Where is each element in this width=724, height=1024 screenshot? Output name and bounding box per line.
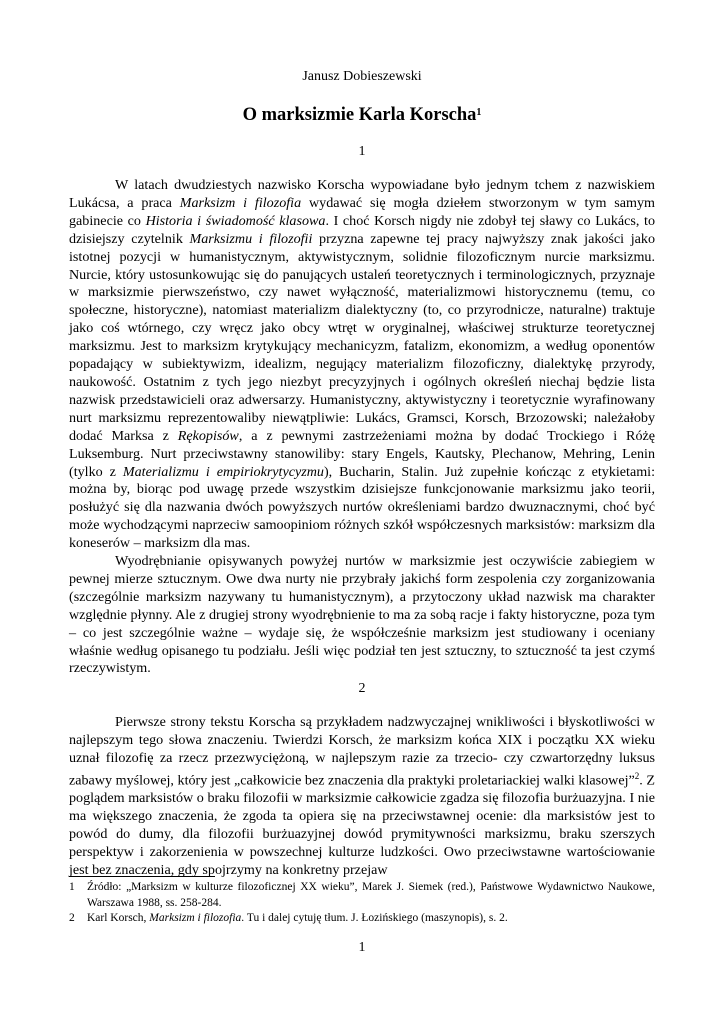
p1-text: , a z pewnymi zastrzeżeniami można by dodać Trockiego i Różę Luksemburg. Nurt przeciwstawny stanowiliby: stary Engels, Kautsky, Plechanow, Mehring, Lenin (tylko z (69, 427, 656, 480)
footnote-1 (69, 880, 655, 911)
p3-text: Pierwsze strony tekstu Korscha są przykładem nadzwyczajnej wnikliwości i błyskotliwości w najlepszym tego słowa znaczeniu. Twierdzi Korsch, że marksizm końca XIX i początku XX wieku uznał filozofię za rzecz przezwyciężoną, w najlepszym razie za trzecio- czy czwartorzędny luksus zabawy myślowej, który jest „całkowicie bez znaczenia dla praktyki proletariackiej walki klasowej” (69, 714, 655, 789)
p1-text: przyzna zapewne tej pracy najwyższy znak jakości jako istotnej pozycji w humanistycznym, aktywistycznym, solidnie filozoficznym nurcie marksizmu. Nurcie, który ustosunkowując się do panujących ustaleń teoretycznych i terminologicznych, przyznaje w marksizmie pierwszeństwo, czy nawet wyłączność, materializmowi historycznemu (temu, co społeczne, historyczne), natomiast materializm dialektyczny (to, co przyrodnicze, naturalne) traktuje jako coś wtórnego, czy wręcz jako obcy wtręt w oryginalnej, właściwej strukturze teoretycznej marksizmu. Jest to marksizm krytykujący mechanicyzm, fatalizm, ekonomizm, a według oponentów popadający w subiektywizm, idealizm, negujący materializm filozoficzny, dialektykę przyrody, naukowość. Ostatnim z tych jego niezbyt precyzyjnych i ogólnych określeń niechaj będzie lista nazwisk przedstawicieli oraz adwersarzy. Humanistyczny, aktywistyczny i teoretycznie wyrafinowany nurt marksizmu reprezentowaliby niewątpliwie: Lukács, Gramsci, Korsch, Brzozowski; należałoby dodać Marksa z (69, 230, 655, 444)
paragraph-1 (69, 177, 655, 553)
p1-text: . I choć Korsch nigdy nie zdobył tej sławy co Lukács, to dzisiejszy czytelnik (69, 212, 656, 247)
title-footnote-mark: 1 (476, 107, 482, 118)
p1-italic-title: Marksizm i filozofia (179, 194, 302, 211)
footnote-italic-title: Marksizm i filozofia (149, 912, 242, 924)
footnote-text (87, 911, 655, 927)
p1-italic-title: Rękopisów (177, 427, 239, 444)
section-1-body (69, 177, 655, 678)
section-number-2: 2 (358, 681, 366, 696)
footnote-ref-2: 2 (634, 770, 640, 781)
p1-text: W latach dwudziestych nazwisko Korscha wypowiadane było jednym tchem z nazwiskiem Lukácsa, a praca (69, 177, 655, 211)
footnote-separator (69, 876, 215, 877)
p3-text: . Z poglądem marksistów o braku filozofii w marksizmie całkowicie zgadza się filozofia burżuazyjna. I nie ma większego znaczenia, że zgoda ta opiera się na przeciwstawnej ocenie: dla marksistów jest to powód do dumy, dla filozofii burżuazyjnej dowód prymitywności marksizmu, braku szerszych perspektyw i zakorzenienia w powszechnej kulturze ludzkości. Owo przeciwstawne wartościowanie jest bez znaczenia, gdy spojrzymy na konkretny przejaw (69, 772, 655, 878)
footnotes (69, 880, 655, 927)
footnote-text: Źródło: „Marksizm w kulturze filozoficznej XX wieku”, Marek J. Siemek (red.), Państwowe Wydawnictwo Naukowe, Warszawa 1988, ss. 258-284. (87, 881, 655, 909)
p1-italic-title: Historia i świadomość klasowa (145, 212, 326, 229)
p1-text: ), Bucharin, Stalin. Już zupełnie kończąc z etykietami: można by, biorąc pod uwagę przede wszystkim dzisiejsze funkcjonowanie marksizmu jako teorii, posłużyć się dla nazwania dwóch powyższych nurtów określeniami bardzo dwuznacznymi, choć być może wychodzącymi naprzeciw samoopiniom różnych szkół współczesnych marksistów: marksizm dla koneserów – marksizm dla mas. (69, 463, 655, 552)
p1-italic-title: Marksizmu i filozofii (189, 230, 313, 247)
p1-italic-title: Materializmu i empiriokrytycyzmu (122, 463, 324, 480)
section-number-1: 1 (358, 144, 366, 159)
footnote-text-part: . Tu i dalej cytuję tłum. J. Łozińskiego (maszynopis), s. 2. (241, 912, 508, 924)
footnote-mark: 1 (69, 881, 75, 893)
paragraph-2: Wyodrębnianie opisywanych powyżej nurtów w marksizmie jest oczywiście zabiegiem w pewnej mierze sztucznym. Owe dwa nurty nie przybrały jakichś form zespolenia czy zorganizowania (szczególnie marksizm nazywany tu humanistycznym), a przytoczony układ nazwisk ma charakter względnie płynny. Ale z drugiej strony wyodrębnienie to ma za sobą racje i fakty historyczne, poza tym – co jest szczególnie ważne – wydaje się, że współcześnie marksizm jest studiowany i oceniany właśnie według opisanego tu podziału. Jeśli więc podział ten jest sztuczny, to sztuczność ta jest czymś rzeczywistym. (69, 553, 655, 677)
footnote-mark: 2 (69, 912, 75, 924)
author-name: Janusz Dobieszewski (302, 69, 422, 84)
footnote-2 (69, 911, 655, 927)
title-text: O marksizmie Karla Korscha (242, 105, 477, 125)
page-number: 1 (358, 940, 366, 955)
article-title (0, 103, 724, 127)
section-2-body (69, 714, 655, 880)
footnote-text-part: Karl Korsch, (87, 912, 150, 924)
p1-text: wydawać się mogła dziełem stworzonym w tym samym gabinecie co (69, 194, 656, 229)
paragraph-3 (69, 714, 655, 880)
